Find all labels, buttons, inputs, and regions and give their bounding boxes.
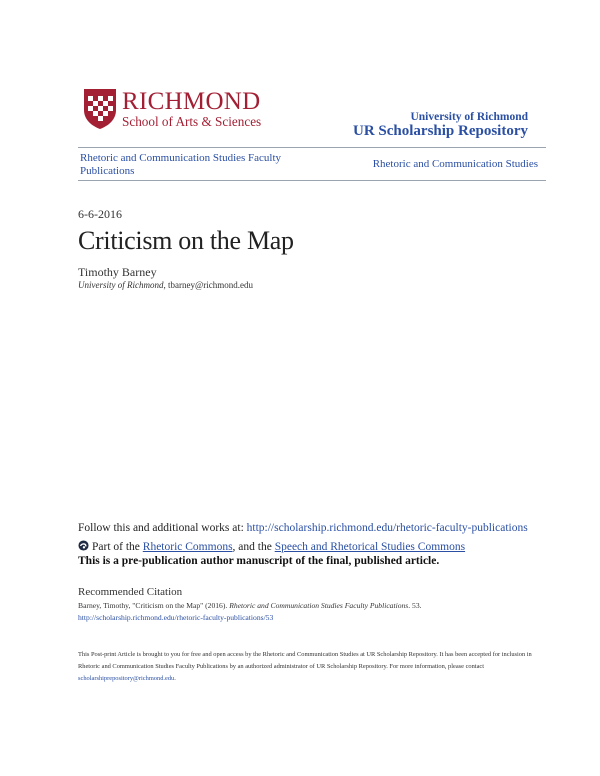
recommended-citation-heading: Recommended Citation bbox=[78, 586, 183, 598]
author-affiliation bbox=[78, 280, 253, 290]
open-access-icon bbox=[78, 540, 89, 551]
citation-plain: Barney, Timothy, "Criticism on the Map" (2016). bbox=[78, 601, 230, 610]
logo-subtitle: School of Arts & Sciences bbox=[122, 114, 262, 129]
header-divider-top bbox=[78, 147, 546, 148]
shield-crest-icon bbox=[82, 88, 118, 130]
part-of-line bbox=[78, 540, 465, 553]
part-of-prefix: Part of the bbox=[92, 541, 143, 553]
logo-wordmark: RICHMOND bbox=[122, 88, 261, 115]
follow-label: Follow this and additional works at: bbox=[78, 522, 247, 534]
article-title: Criticism on the Map bbox=[78, 226, 294, 255]
citation-end: . 53. bbox=[408, 601, 422, 610]
university-logo bbox=[82, 88, 272, 132]
footer-text: This Post-print Article is brought to you for free and open access by the Rhetoric and Communication Studies at UR Scholarship Repository. It has been accepted for inclusion in Rhetoric and Communication Studies Faculty Publications by an authorized administrator of UR Scholarship Repository. For more information, please contact bbox=[78, 651, 532, 670]
repository-university: University of Richmond bbox=[410, 111, 528, 123]
citation-url-link[interactable]: http://scholarship.richmond.edu/rhetoric-faculty-publications/53 bbox=[78, 613, 274, 622]
rhetoric-commons-link[interactable]: Rhetoric Commons bbox=[142, 541, 233, 553]
publication-date: 6-6-2016 bbox=[78, 207, 122, 221]
contact-email-link[interactable]: scholarshiprepository@richmond.edu bbox=[78, 675, 175, 682]
follow-line bbox=[78, 522, 528, 534]
citation-text bbox=[78, 601, 422, 610]
collection-url-link[interactable]: http://scholarship.richmond.edu/rhetoric-faculty-publications bbox=[246, 522, 528, 534]
repository-name: UR Scholarship Repository bbox=[352, 123, 528, 139]
manuscript-notice: This is a pre-publication author manuscript of the final, published article. bbox=[78, 555, 440, 567]
speech-commons-link[interactable]: Speech and Rhetorical Studies Commons bbox=[274, 541, 466, 553]
access-footer bbox=[78, 649, 538, 685]
collection-link[interactable]: Rhetoric and Communication Studies Faculty Publications bbox=[80, 152, 282, 177]
part-of-middle: , and the bbox=[232, 541, 275, 553]
footer-end: . bbox=[174, 675, 176, 682]
author-name: Timothy Barney bbox=[78, 265, 157, 279]
citation-series: Rhetoric and Communication Studies Faculty Publications bbox=[229, 601, 409, 610]
header-divider-bottom bbox=[78, 180, 546, 181]
affiliation-institution: University of Richmond bbox=[78, 280, 164, 290]
author-email: , tbarney@richmond.edu bbox=[163, 280, 253, 290]
department-link[interactable]: Rhetoric and Communication Studies bbox=[372, 158, 538, 170]
